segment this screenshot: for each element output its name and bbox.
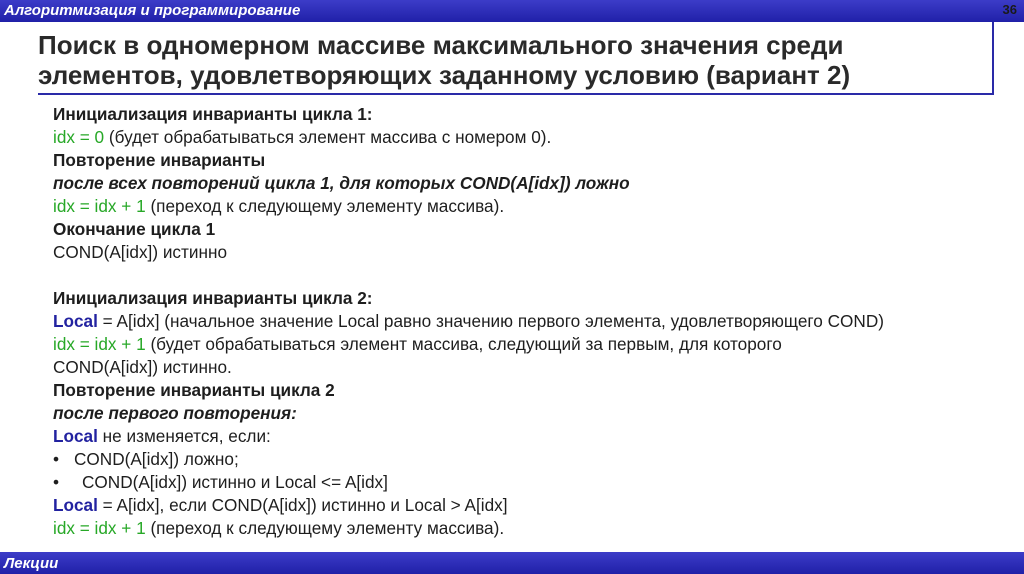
repeat-rest: (переход к следующему элементу массива). [145, 196, 505, 216]
init1-heading: Инициализация инварианты цикла 1: [53, 104, 373, 124]
blank-line [53, 264, 1003, 287]
end1-heading: Окончание цикла 1 [53, 219, 216, 239]
init2-continuation: COND(A[idx]) истинно. [53, 357, 232, 377]
bullet-text-1: COND(A[idx]) ложно; [74, 449, 239, 469]
header-bar [0, 0, 1024, 22]
repeat2-condition: после первого повторения: [53, 403, 297, 423]
repeat-line [53, 195, 1003, 218]
end1-text: COND(A[idx]) истинно [53, 242, 228, 262]
slide-title-line-1: Поиск в одномерном массиве максимального значения среди [38, 30, 844, 60]
final-local-rest: = A[idx], если COND(A[idx]) истинно и Local > A[idx] [97, 495, 508, 515]
title-horizontal-rule [38, 93, 994, 95]
slide-title [38, 30, 978, 90]
repeat2-local-rest: не изменяется, если: [97, 426, 271, 446]
repeat2-local: Local [53, 426, 98, 446]
repeat-condition: после всех повторений цикла 1, для которых COND(A[idx]) ложно [53, 173, 630, 193]
slide-content [53, 103, 1003, 540]
title-vertical-rule [992, 22, 994, 94]
init2-local: Local [53, 311, 98, 331]
repeat-heading: Повторение инварианты [53, 150, 266, 170]
slide-number: 36 [1002, 2, 1017, 17]
init2-heading: Инициализация инварианты цикла 2: [53, 288, 373, 308]
final-local: Local [53, 495, 98, 515]
slide-title-line-2: элементов, удовлетворяющих заданному условию (вариант 2) [38, 60, 851, 90]
init1-line [53, 126, 1003, 149]
init2-idx: idx = idx + 1 [53, 334, 146, 354]
repeat-var: idx = idx + 1 [53, 196, 146, 216]
bullet-symbol: • [53, 472, 60, 492]
course-title: Алгоритмизация и программирование [4, 2, 301, 19]
init1-rest: (будет обрабатываться элемент массива с номером 0). [104, 127, 552, 147]
repeat2-heading: Повторение инварианты цикла 2 [53, 380, 335, 400]
footer-bar [0, 552, 1024, 574]
init2-idx-rest: (будет обрабатываться элемент массива, следующий за первым, для которого [145, 334, 782, 354]
init2-local-rest: = A[idx] (начальное значение Local равно значению первого элемента, удовлетворяющего COND) [97, 311, 884, 331]
final-idx-line [53, 517, 1003, 540]
bullet-text-2: COND(A[idx]) истинно и Local <= A[idx] [82, 472, 388, 492]
bullet-item-1 [53, 448, 1003, 471]
final-idx-rest: (переход к следующему элементу массива). [145, 518, 505, 538]
init2-idx-line [53, 333, 1003, 356]
bullet-symbol: • [53, 449, 60, 469]
repeat2-local-line [53, 425, 1003, 448]
init2-local-line [53, 310, 1003, 333]
bullet-item-2 [53, 471, 1003, 494]
final-idx: idx = idx + 1 [53, 518, 146, 538]
final-local-line [53, 494, 1003, 517]
footer-label: Лекции [4, 555, 59, 572]
init1-var: idx = 0 [53, 127, 105, 147]
